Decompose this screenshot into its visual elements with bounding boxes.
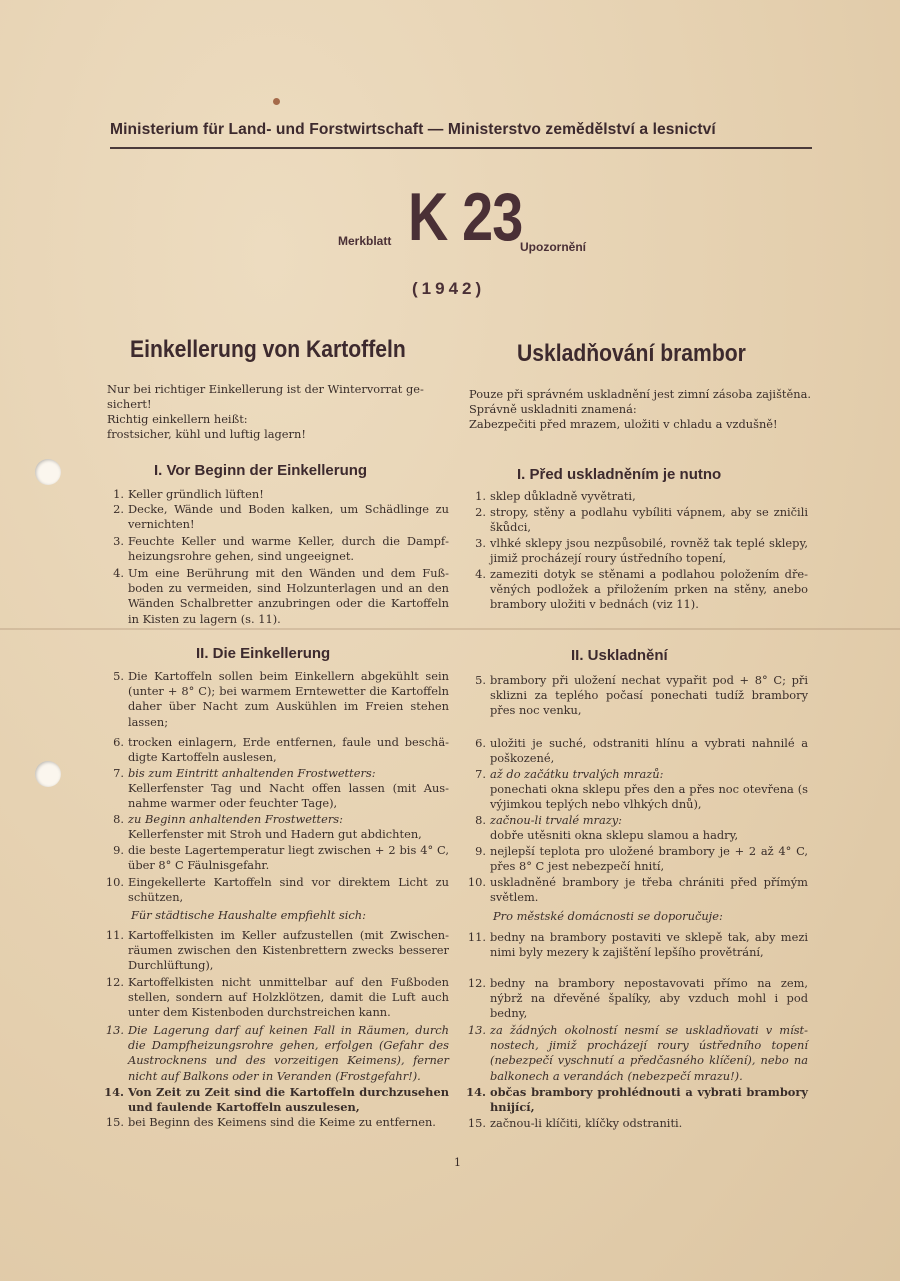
item-number: 3.: [113, 534, 124, 548]
year-label: (1942): [412, 279, 486, 298]
item-number: 6.: [475, 736, 486, 750]
section2-cz: II. Uskladnění: [571, 647, 668, 664]
title-de: Einkellerung von Kartoffeln: [130, 336, 406, 363]
intro-de-line: Richtig einkellern heißt:: [107, 412, 248, 426]
intro-cz-line: Zabezpečiti před mrazem, uložiti v chladu a vzdušně!: [469, 417, 778, 431]
punch-hole-bottom: [35, 761, 61, 787]
item-number: 7.: [113, 766, 124, 780]
item-number: 13.: [467, 1023, 486, 1037]
item-text: bei Beginn des Keimens sind die Keime zu entfernen.: [128, 1115, 436, 1129]
item-text: trocken einlagern, Erde entfernen, faule und beschädigte Kartoffeln auslesen,: [128, 735, 449, 765]
item-text: Die Lagerung darf auf keinen Fall in Räumen, durch die Dampfheizungsrohre gehen, erfolgen (Gefahr des Austrocknens und des vorzeitigen Keimens), ferner nicht auf Balkons oder in Veranden (Frostgefahr!).: [128, 1023, 449, 1083]
punch-hole-top: [35, 459, 61, 485]
leaflet-code: K 23: [408, 179, 523, 255]
item-number: 13.: [105, 1023, 124, 1037]
item-text: bedny na brambory nepostavovati přímo na zem, nýbrž na dřevěné špalíky, aby vzduch mohl i pod bedny,: [490, 976, 808, 1021]
item-number: 10.: [467, 875, 486, 889]
item-number: 11.: [467, 930, 486, 944]
item-number: 6.: [113, 735, 124, 749]
item-number: 14.: [466, 1085, 486, 1099]
section2-de: II. Die Einkellerung: [196, 645, 331, 662]
item-number: 5.: [475, 673, 486, 687]
header-rule: [110, 147, 812, 149]
item-text: začnou-li klíčiti, klíčky odstraniti.: [490, 1116, 683, 1130]
section1-cz: I. Před uskladněním je nutno: [517, 466, 722, 483]
item-text: Kartoffelkisten im Keller aufzustellen (mit Zwischenräumen zwischen den Kistenbrettern zwecks besserer Durchlüftung),: [128, 928, 449, 973]
item-text: zameziti dotyk se stěnami a podlahou položením dřevěných podložek a přiložením prken na stěny, anebo brambory uložiti v bednách (viz 11).: [490, 567, 808, 612]
section1-de: I. Vor Beginn der Einkellerung: [154, 462, 368, 479]
intro-de-line: Nur bei richtiger Einkellerung ist der Wintervorrat ge-: [107, 382, 424, 396]
intro-de-line: sichert!: [107, 397, 152, 411]
item-number: 1.: [113, 487, 124, 501]
intro-cz-line: Pouze při správném uskladnění jest zimní zásoba zajištěna.: [469, 387, 811, 401]
item-text: Die Kartoffeln sollen beim Einkellern abgekühlt sein (unter + 8° C); bei warmem Erntewetter die Kartoffeln daher über Nacht zum Auskühlen im Freien stehen lassen;: [128, 669, 449, 729]
item-text: vlhké sklepy jsou nezpůsobilé, rovněž tak teplé sklepy, jimiž procházejí roury ústředního topení,: [490, 536, 808, 566]
item-text: Keller gründlich lüften!: [128, 487, 264, 501]
ministry-header: Ministerium für Land- und Forstwirtschaft — Ministerstvo zemědělství a lesnictví: [110, 121, 716, 138]
list-cz: [466, 489, 808, 1149]
item-number: 10.: [105, 875, 124, 889]
upozorneni-label: Upozornění: [520, 240, 586, 254]
item-text: začnou-li trvalé mrazy:: [490, 813, 623, 827]
item-text: za žádných okolností nesmí se uskladňovati v místnostech, jimiž procházejí roury ústředního topení (nebezpečí vyschnutí a předčasného klíčení), nebo na balkonech a verandách (nebezpečí mrazu!).: [490, 1023, 808, 1083]
item-number: 4.: [475, 567, 486, 581]
intro-cz-line: Správně uskladniti znamená:: [469, 402, 637, 416]
item-number: 5.: [113, 669, 124, 683]
item-text: uložiti je suché, odstraniti hlínu a vybrati nahnilé a poškozené,: [490, 736, 808, 766]
item-number: 12.: [105, 975, 124, 989]
item-number: 9.: [475, 844, 486, 858]
item-number: 3.: [475, 536, 486, 550]
item-text: Feuchte Keller und warme Keller, durch die Dampfheizungsrohre gehen, sind ungeeignet.: [128, 534, 449, 564]
item-text: Von Zeit zu Zeit sind die Kartoffeln durchzusehen und faulende Kartoffeln auszulesen,: [128, 1085, 449, 1115]
list-de: [104, 487, 449, 1147]
intro-de-line: frostsicher, kühl und luftig lagern!: [107, 427, 306, 441]
item-number: 2.: [475, 505, 486, 519]
item-number: 1.: [475, 489, 486, 503]
item-text: až do začátku trvalých mrazů:: [490, 767, 664, 781]
item-text: die beste Lagertemperatur liegt zwischen + 2 bis 4° C, über 8° C Fäulnisgefahr.: [128, 843, 449, 873]
item-text: Decke, Wände und Boden kalken, um Schädlinge zu vernichten!: [128, 502, 449, 532]
item-number: 15.: [467, 1116, 486, 1130]
item-text: sklep důkladně vyvětrati,: [490, 489, 636, 503]
item-text: uskladněné brambory je třeba chrániti před přímým světlem.: [490, 875, 808, 905]
item-number: 7.: [475, 767, 486, 781]
item-number: 9.: [113, 843, 124, 857]
item-text: bis zum Eintritt anhaltenden Frostwetters:: [128, 766, 376, 780]
item-number: 11.: [105, 928, 124, 942]
item-text: zu Beginn anhaltenden Frostwetters:: [128, 812, 343, 826]
item-text-cont: dobře utěsniti okna sklepu slamou a hadry,: [490, 828, 739, 842]
item-text: nejlepší teplota pro uložené brambory je + 2 až 4° C, přes 8° C jest nebezpečí hnití,: [490, 844, 808, 874]
item-number: 4.: [113, 566, 124, 580]
item-text-cont: Kellerfenster Tag und Nacht offen lassen (mit Ausnahme warmer oder feuchter Tage),: [128, 781, 449, 811]
intro-cz: [469, 387, 814, 432]
item-text: Um eine Berührung mit den Wänden und dem Fußboden zu vermeiden, sind Holzunterlagen und an den Wänden Schalbretter anzubringen oder die Kartoffeln in Kisten zu lagern (s. 11).: [128, 566, 449, 626]
item-number: 15.: [105, 1115, 124, 1129]
item-number: 8.: [475, 813, 486, 827]
merkblatt-label: Merkblatt: [338, 234, 392, 248]
item-text: Kartoffelkisten nicht unmittelbar auf den Fußboden stellen, sondern auf Holzklötzen, damit die Luft auch unter dem Kistenboden durchstreichen kann.: [128, 975, 449, 1020]
item-number: 8.: [113, 812, 124, 826]
intro-de: [107, 382, 455, 442]
urban-note-cz: Pro městské domácnosti se doporučuje:: [493, 909, 723, 923]
title-cz: Uskladňování brambor: [517, 340, 746, 367]
item-text: brambory při uložení nechat vypařit pod + 8° C; při sklizni za teplého počasí ponechati tudíž brambory přes noc venku,: [490, 673, 808, 718]
item-number: 14.: [104, 1085, 124, 1099]
urban-note-de: Für städtische Haushalte empfiehlt sich:: [131, 908, 366, 922]
item-number: 2.: [113, 502, 124, 516]
item-text: stropy, stěny a podlahu vybíliti vápnem, aby se zničili škůdci,: [490, 505, 808, 535]
item-text-cont: Kellerfenster mit Stroh und Hadern gut abdichten,: [128, 827, 422, 841]
item-text: občas brambory prohlédnouti a vybrati brambory hnijící,: [490, 1085, 808, 1115]
item-number: 12.: [467, 976, 486, 990]
page-number: 1: [454, 1156, 461, 1169]
stain-spot: [273, 98, 280, 105]
item-text-cont: ponechati okna sklepu přes den a přes noc otevřena (s výjimkou teplých nebo vlhkých dnů),: [490, 782, 808, 812]
item-text: bedny na brambory postaviti ve sklepě tak, aby mezi nimi byly mezery k zajištění lepšího provětrání,: [490, 930, 808, 960]
item-text: Eingekellerte Kartoffeln sind vor direktem Licht zu schützen,: [128, 875, 449, 905]
